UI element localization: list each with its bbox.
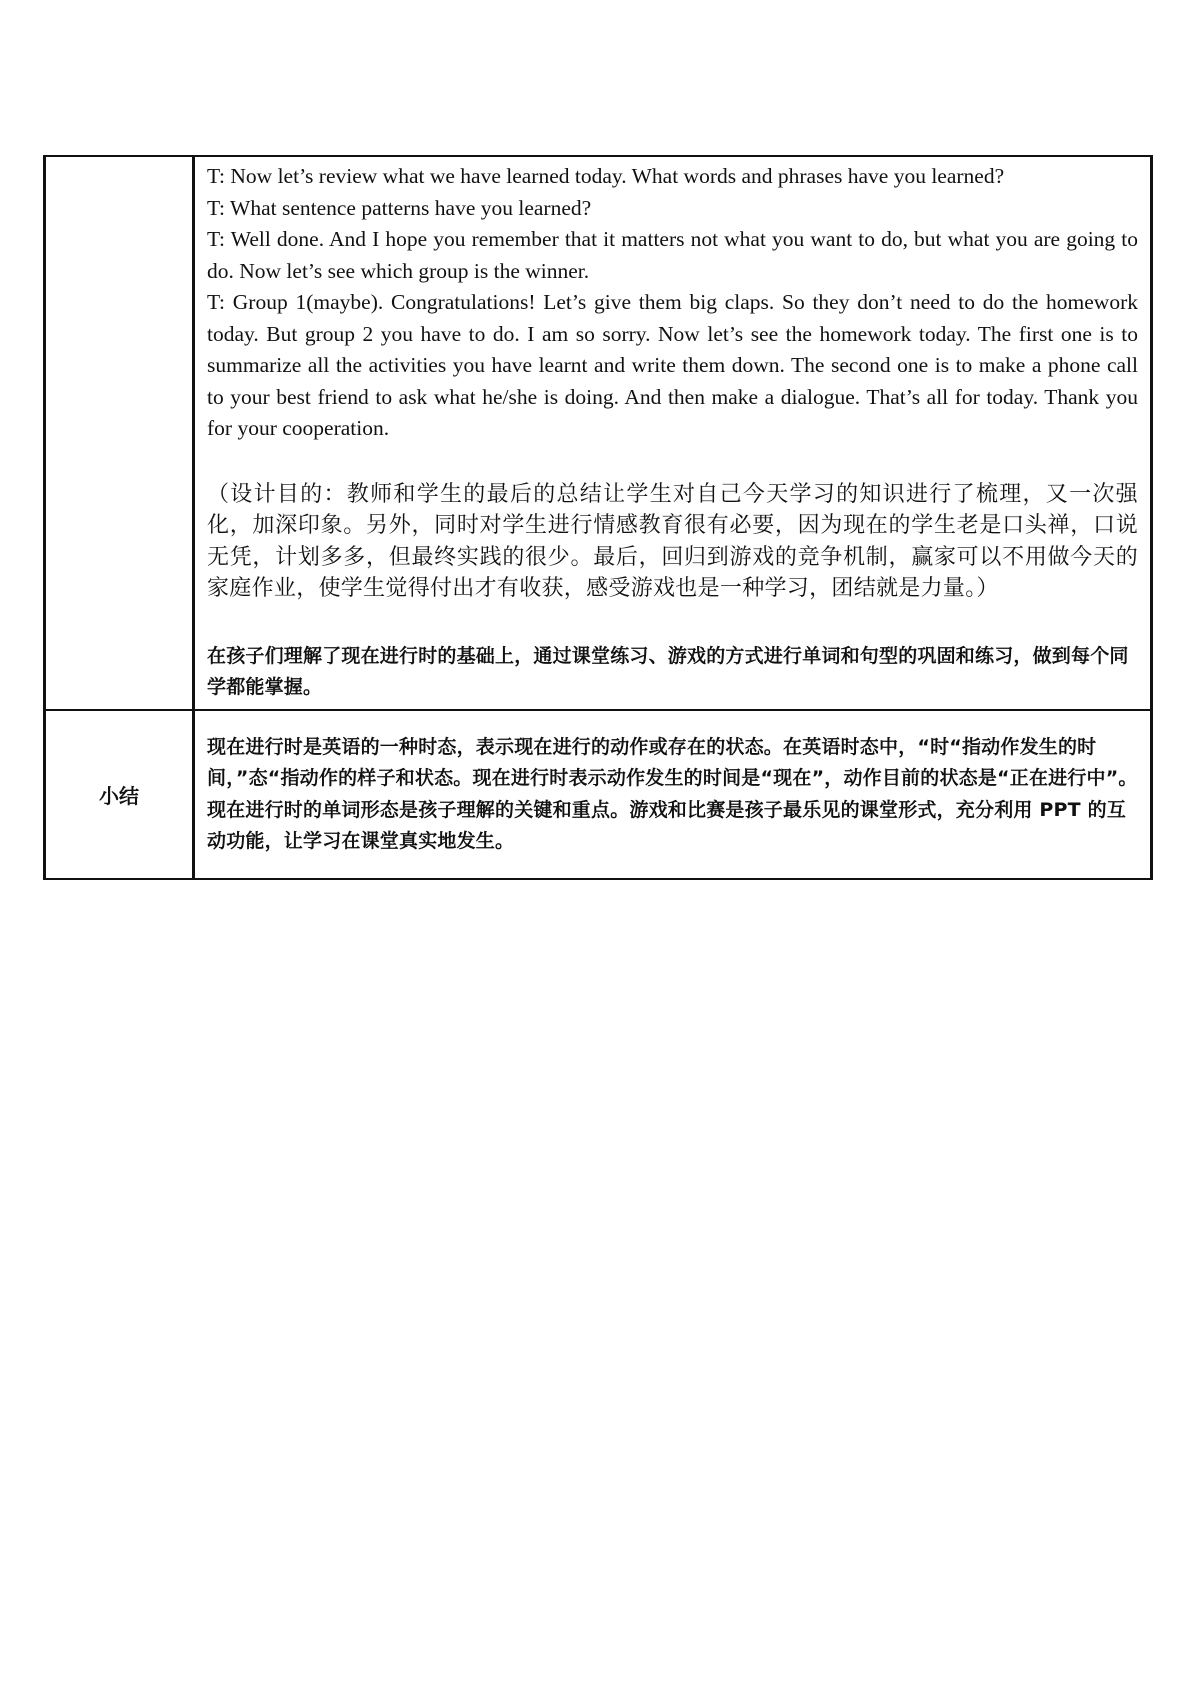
table-row [45, 156, 1152, 710]
summary-text [195, 711, 1150, 878]
summary-label: 小结 [99, 783, 139, 808]
summary-label-cell [45, 710, 194, 879]
teacher-script [195, 157, 1150, 709]
practice-note: 在孩子们理解了现在进行时的基础上，通过课堂练习、游戏的方式进行单词和句型的巩固和练习，做到每个同学都能掌握。 [207, 644, 1129, 698]
summary-paragraph: 现在进行时的单词形态是孩子理解的关键和重点。游戏和比赛是孩子最乐见的课堂形式，充分利用 PPT 的互动功能，让学习在课堂真实地发生。 [207, 798, 1127, 852]
script-line: T: Now let’s review what we have learned today. What words and phrases have you learned? [207, 164, 1005, 188]
lesson-plan-table [43, 155, 1153, 880]
script-line: T: Group 1(maybe). Congratulations! Let’s give them big claps. So they don’t need to do the homework today. But group 2 you have to do. I am so sorry. Now let’s see the homework today. The first one is to summarize all the activities you have learnt and write them down. The second one is to make a phone call to your best friend to ask what he/she is doing. And then make a dialogue. That’s all for today. Thank you for your cooperation. [207, 290, 1138, 440]
row-content-cell [194, 156, 1152, 710]
summary-content-cell [194, 710, 1152, 879]
row-label-cell [45, 156, 194, 710]
summary-paragraph: 现在进行时是英语的一种时态，表示现在进行的动作或存在的状态。在英语时态中，“时“指动作发生的时间，”态“指动作的样子和状态。现在进行时表示动作发生的时间是“现在”，动作目前的状态是“正在进行中”。 [207, 735, 1138, 789]
design-purpose-text: （设计目的：教师和学生的最后的总结让学生对自己今天学习的知识进行了梳理，又一次强化，加深印象。另外，同时对学生进行情感教育很有必要，因为现在的学生老是口头禅，口说无凭，计划多多，但最终实践的很少。最后，回归到游戏的竞争机制，赢家可以不用做今天的家庭作业，使学生觉得付出才有收获，感受游戏也是一种学习，团结就是力量。） [207, 481, 1138, 601]
script-line: T: What sentence patterns have you learned? [207, 195, 592, 220]
script-line: T: Well done. And I hope you remember that it matters not what you want to do, but what you are going to do. Now let’s see which group is the winner. [207, 227, 1138, 283]
table-row [45, 710, 1152, 879]
